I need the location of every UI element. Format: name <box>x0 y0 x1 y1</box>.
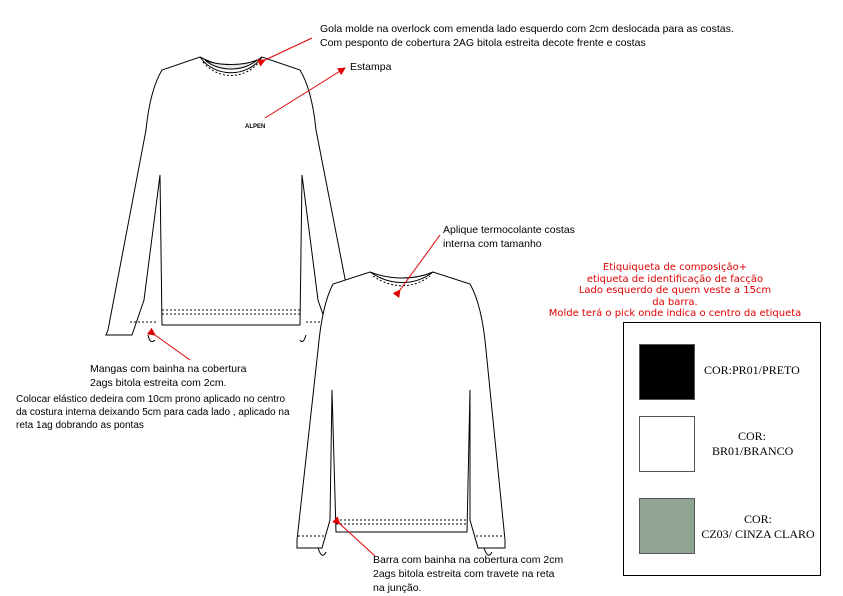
elastic-note-line-3: reta 1ag dobrando as pontas <box>16 420 144 431</box>
front-right-thumb-loop <box>300 335 306 342</box>
label-instruction-note <box>510 262 840 320</box>
sleeve-note <box>90 362 246 390</box>
label-note-line-1: Etiquiqueta de composição+ <box>602 262 748 273</box>
back-label-note <box>443 223 575 251</box>
front-left-thumb-loop <box>148 335 155 342</box>
color-options-box <box>623 322 821 576</box>
sleeve-note-line-1: Mangas com bainha na cobertura <box>90 363 247 375</box>
sleeve-arrow <box>155 335 190 360</box>
print-note: Estampa <box>350 61 392 73</box>
elastic-note-line-1: Colocar elástico dedeira com 10cm prono aplicado no centro <box>16 394 286 405</box>
collar-note-line-1: Gola molde na overlock com emenda lado esquerdo com 2cm deslocada para as costas. <box>320 23 734 35</box>
label-note-line-5: Molde terá o pick onde indica o centro da etiqueta <box>548 308 802 319</box>
swatch-white-label <box>712 429 792 459</box>
back-label-note-line-2: interna com tamanho <box>443 238 542 250</box>
back-left-thumb-loop <box>318 548 326 555</box>
print-logo: ALPEN <box>245 124 266 130</box>
swatch-black-label: COR:PR01/PRETO <box>704 363 800 377</box>
collar-arrow <box>265 38 312 60</box>
collar-note-line-2: Com pesponto de cobertura 2AG bitola estreita decote frente e costas <box>320 37 646 49</box>
back-body-outline <box>297 272 505 548</box>
swatch-grey <box>639 498 695 554</box>
front-shirt <box>106 57 356 342</box>
label-note-line-4: da barra. <box>652 296 698 308</box>
hem-note <box>373 553 563 595</box>
label-note-line-3: Lado esquerdo de quem veste a 15cm <box>578 285 772 296</box>
label-note-line-2: etiqueta de identificação de facção <box>586 273 764 285</box>
swatch-black <box>639 344 695 400</box>
hem-note-line-2: 2ags bitola estreita com travete na reta <box>373 568 555 580</box>
swatch-white <box>639 416 695 472</box>
back-shirt <box>297 272 505 555</box>
collar-note <box>320 22 734 50</box>
front-body-outline <box>106 57 356 335</box>
swatch-grey-label-line-2: CZ03/ CINZA CLARO <box>701 527 815 541</box>
hem-note-line-3: na junção. <box>373 582 422 594</box>
hem-note-line-1: Barra com bainha na cobertura com 2cm <box>373 554 564 566</box>
elastic-note-line-2: da costura interna deixando 5cm para cada lado , aplicado na <box>16 407 290 418</box>
back-label-note-line-1: Aplique termocolante costas <box>443 224 575 236</box>
elastic-note <box>16 393 290 432</box>
sleeve-note-line-2: 2ags bitola estreita com 2cm. <box>90 377 227 389</box>
swatch-white-label-line-1: COR: <box>737 429 766 443</box>
swatch-white-label-line-2: BR01/BRANCO <box>712 444 794 458</box>
swatch-grey-label <box>696 512 820 542</box>
swatch-grey-label-line-1: COR: <box>743 512 772 526</box>
